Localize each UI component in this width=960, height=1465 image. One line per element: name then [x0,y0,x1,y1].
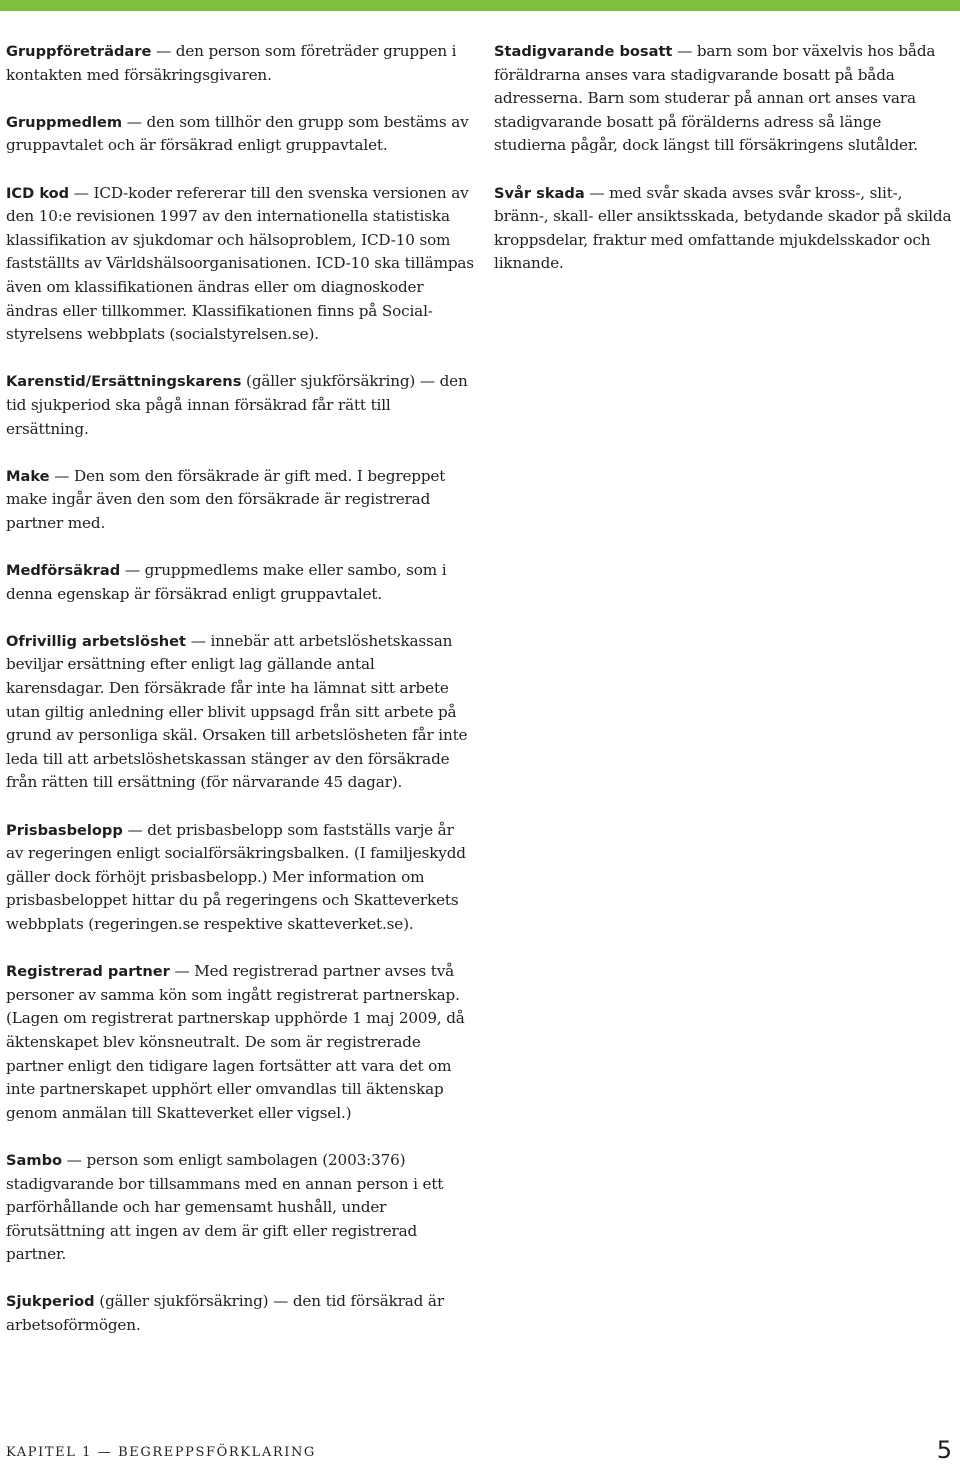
glossary-definition: Med registrerad partner avses två personer av samma kön som ingått registrerat partnerskap. (Lagen om registrerat partnerskap upphörde 1 maj 2009, då äktenskapet blev könsneutralt. De som är registrerade partner enligt den tidigare lagen fortsätter att vara det om inte partnerskapet upphört eller omvandlas till äktenskap genom anmälan till Skatteverket eller vigsel.) [6,962,465,1122]
right-column [494,40,956,300]
glossary-term: Make [6,467,50,485]
glossary-term: Medförsäkrad [6,562,121,580]
glossary-term: Gruppföreträdare [6,43,152,60]
glossary-definition: barn som bor växelvis hos båda föräldrarna anses vara stadigvarande bosatt på båda adresserna. Barn som studerar på annan ort anses vara stadigvarande bosatt på förälderns adress så länge studierna pågår, dock längst till försäkringens slutålder. [494,42,936,155]
left-column [6,40,474,1361]
glossary-term: Karenstid/Ersättningskarens [6,373,242,391]
glossary-definition: den tid sjukperiod ska pågå innan försäkrad får rätt till ersättning. [6,372,468,438]
glossary-definition: med svår skada avses svår kross-, slit-, bränn-, skall- eller ansiktsskada, betydande skador på skilda kroppsdelar, fraktur med omfattande mjukdelsskador och liknande. [494,183,952,273]
glossary-entry-make: Make — Den som den försäkrade är gift med. I begreppet make ingår även den som den försäkrade är registrerad partner med. [6,466,446,532]
glossary-definition: den som tillhör den grupp som bestäms av gruppavtalet och är försäkrad enligt gruppavtalet. [6,112,469,155]
glossary-definition: den tid försäkrad är arbetsoförmögen. [6,1292,444,1335]
glossary-entry-svar-skada: Svår skada — med svår skada avses svår kross-, slit-, bränn-, skall- eller ansiktsskada, betydande skador på skilda kroppsdelar, fraktur med omfattande mjukdelsskador och liknande. [494,183,952,273]
glossary-term: ICD kod [6,184,70,202]
top-accent-bar [0,0,960,11]
glossary-entry-registrerad-partner: Registrerad partner — Med registrerad partner avses två personer av samma kön som ingått registrerat partnerskap. (Lagen om registrerat partnerskap upphörde 1 maj 2009, då äktenskapet blev könsneutralt. De som är registrerade partner enligt den tidigare lagen fortsätter att vara det om inte partnerskapet upphört eller omvandlas till äktenskap genom anmälan till Skatteverket eller vigsel.) [6,962,465,1122]
glossary-term: Sjukperiod [6,1293,95,1311]
glossary-definition: det prisbasbelopp som fastställs varje år av regeringen enligt socialförsäkringsbalken. (I familjeskydd gäller dock förhöjt prisbasbelopp.) Mer information om prisbasbeloppet hittar du på regeringens och Skatteverkets webbplats (regeringen.se respektive skatteverket.se). [6,820,466,933]
glossary-definition: den person som företräder gruppen i kontakten med försäkringsgivaren. [6,42,457,84]
glossary-definition: gruppmedlems make eller sambo, som i denna egenskap är försäkrad enligt gruppavtalet. [6,561,447,603]
glossary-term: Stadigvarande bosatt [494,43,673,60]
glossary-definition: Den som den försäkrade är gift med. I begreppet make ingår även den som den försäkrade är registrerad partner med. [6,466,446,532]
glossary-entry-ofrivillig-arbetsloshet: Ofrivillig arbetslöshet — innebär att arbetslöshetskassan beviljar ersättning efter enligt lag gällande antal karensdagar. Den försäkrade får inte ha lämnat sitt arbete utan giltig anledning eller blivit uppsagd från sitt arbete på grund av personliga skäl. Orsaken till arbetslösheten får inte leda till att arbetslöshetskassan stänger av den försäkrade från rätten till ersättning (för närvarande 45 dagar). [6,631,468,792]
glossary-entry-prisbasbelopp: Prisbasbelopp — det prisbasbelopp som fastställs varje år av regeringen enligt socialförsäkringsbalken. (I familjeskydd gäller dock förhöjt prisbasbelopp.) Mer information om prisbasbeloppet hittar du på regeringens och Skatteverkets webbplats (regeringen.se respektive skatteverket.se). [6,820,466,933]
glossary-entry-gruppmedlem: Gruppmedlem — den som tillhör den grupp som bestäms av gruppavtalet och är försäkrad enligt gruppavtalet. [6,112,469,155]
glossary-entry-medforsakrad: Medförsäkrad — gruppmedlems make eller sambo, som i denna egenskap är försäkrad enligt gruppavtalet. [6,561,447,603]
glossary-entry-sjukperiod [6,1290,474,1337]
glossary-definition: innebär att arbetslöshetskassan beviljar ersättning efter enligt lag gällande antal karensdagar. Den försäkrade får inte ha lämnat sitt arbete utan giltig anledning eller blivit uppsagd från sitt arbete på grund av personliga skäl. Orsaken till arbetslösheten får inte leda till att arbetslöshetskassan stänger av den försäkrade från rätten till ersättning (för närvarande 45 dagar). [6,631,468,792]
glossary-entry-karenstid-ersattningskarens [6,370,474,441]
glossary-qualifier: (gäller sjukförsäkring) — [241,372,440,391]
glossary-entry-stadigvarande-bosatt: Stadigvarande bosatt — barn som bor växelvis hos båda föräldrarna anses vara stadigvarande bosatt på båda adresserna. Barn som studerar på annan ort anses vara stadigvarande bosatt på förälderns adress så länge studierna pågår, dock längst till försäkringens slutålder. [494,42,936,155]
glossary-term: Prisbasbelopp [6,821,123,839]
glossary-term: Gruppmedlem [6,113,123,131]
glossary-entry-icd-kod: ICD kod — ICD-koder refererar till den svenska versionen av den 10:e revisionen 1997 av den internationella statistiska klassifikation av sjukdomar och hälsoproblem, ICD-10 som fastställts av Världshälsoorganisationen. ICD-10 ska tillämpas även om klassifikationen ändras eller om diagnoskoder ändras eller tillkommer. Klassifikationen finns på Social-styrelsens webbplats (socialstyrelsen.se). [6,183,474,344]
glossary-term: Svår skada [494,184,585,202]
glossary-term: Registrerad partner [6,963,170,981]
glossary-term: Sambo [6,1151,63,1169]
chapter-label: KAPITEL 1 — BEGREPPSFÖRKLARING [6,1445,316,1460]
page-number: 5 [936,1436,952,1464]
glossary-definition: ICD-koder refererar till den svenska versionen av den 10:e revisionen 1997 av den internationella statistiska klassifikation av sjukdomar och hälsoproblem, ICD-10 som fastställts av Världshälsoorganisationen. ICD-10 ska tillämpas även om klassifikationen ändras eller om diagnoskoder ändras eller tillkommer. Klassifikationen finns på Social-styrelsens webbplats (socialstyrelsen.se). [6,183,474,344]
glossary-entry-gruppforetradare: Gruppföreträdare — den person som företräder gruppen i kontakten med försäkringsgivaren. [6,42,457,84]
glossary-qualifier: (gäller sjukförsäkring) — [94,1292,293,1311]
glossary-term: Ofrivillig arbetslöshet [6,632,187,650]
glossary-definition: person som enligt sambolagen (2003:376) stadigvarande bor tillsammans med en annan person i ett parförhållande och har gemensamt hushåll, under förutsättning att ingen av dem är gift eller registrerad partner. [6,1150,444,1264]
glossary-entry-sambo: Sambo — person som enligt sambolagen (2003:376) stadigvarande bor tillsammans med en annan person i ett parförhållande och har gemensamt hushåll, under förutsättning att ingen av dem är gift eller registrerad partner. [6,1150,444,1264]
